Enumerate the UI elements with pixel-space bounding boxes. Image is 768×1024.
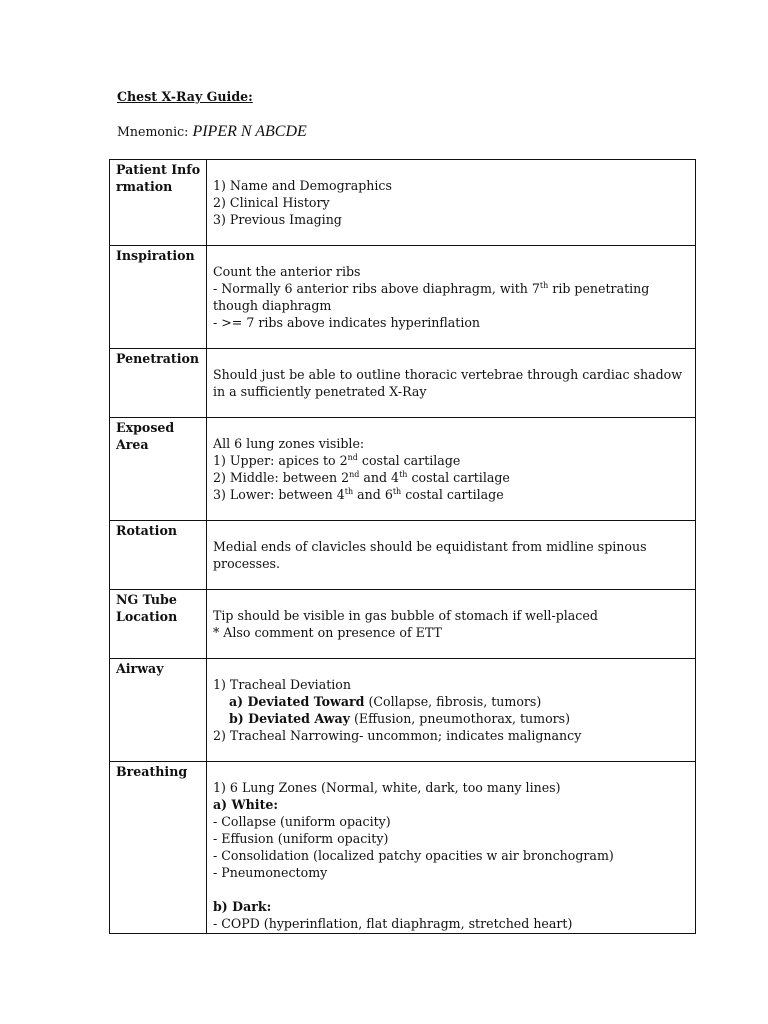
mnemonic	[117, 123, 307, 140]
guide-table	[109, 159, 696, 934]
list-item: Tip should be visible in gas bubble of stomach if well-placed	[213, 608, 598, 623]
list-item: - Pneumonectomy	[213, 865, 328, 880]
list-item: 2) Clinical History	[213, 195, 330, 210]
list-item: * Also comment on presence of ETT	[213, 625, 442, 640]
row-content-ngtube	[207, 590, 696, 659]
list-item: a) White:	[213, 797, 279, 812]
list-item: 1) Name and Demographics	[213, 178, 392, 193]
row-content-rotation	[207, 521, 696, 590]
list-item: - >= 7 ribs above indicates hyperinflation	[213, 315, 481, 330]
row-label-penetration: Penetration	[110, 349, 207, 418]
mnemonic-value: PIPER N ABCDE	[192, 123, 307, 140]
mnemonic-label: Mnemonic:	[117, 124, 189, 139]
table-row	[110, 349, 696, 418]
list-item: 1) 6 Lung Zones (Normal, white, dark, too many lines)	[213, 780, 561, 795]
list-item: 1) Upper: apices to 2nd costal cartilage	[213, 453, 461, 468]
row-content-penetration	[207, 349, 696, 418]
table-row	[110, 521, 696, 590]
table-row	[110, 160, 696, 246]
row-label-rotation: Rotation	[110, 521, 207, 590]
list-item: Count the anterior ribs	[213, 264, 361, 279]
list-item: a) Deviated Toward (Collapse, fibrosis, tumors)	[229, 694, 542, 709]
row-content-breathing	[207, 762, 696, 934]
row-label-breathing: Breathing	[110, 762, 207, 934]
list-item: 2) Middle: between 2nd and 4th costal cartilage	[213, 470, 510, 485]
list-item: - Effusion (uniform opacity)	[213, 831, 389, 846]
list-item: b) Deviated Away (Effusion, pneumothorax, tumors)	[229, 711, 571, 726]
list-item: 3) Previous Imaging	[213, 212, 342, 227]
list-item: All 6 lung zones visible:	[213, 436, 365, 451]
row-label-patient: Patient Information	[110, 160, 207, 246]
list-item: 1) Tracheal Deviation	[213, 677, 351, 692]
table-row	[110, 590, 696, 659]
list-item: - Collapse (uniform opacity)	[213, 814, 391, 829]
table-row	[110, 659, 696, 762]
row-label-ngtube: NG Tube Location	[110, 590, 207, 659]
list-item: 2) Tracheal Narrowing- uncommon; indicates malignancy	[213, 728, 582, 743]
row-label-exposed: Exposed Area	[110, 418, 207, 521]
row-label-inspiration: Inspiration	[110, 246, 207, 349]
list-item: 3) Lower: between 4th and 6th costal cartilage	[213, 487, 504, 502]
list-item: Should just be able to outline thoracic vertebrae through cardiac shadow in a sufficiently penetrated X-Ray	[213, 367, 683, 399]
row-content-exposed	[207, 418, 696, 521]
list-item: - COPD (hyperinflation, flat diaphragm, stretched heart)	[213, 916, 573, 931]
table-row	[110, 418, 696, 521]
list-item: - Consolidation (localized patchy opacities w air bronchogram)	[213, 848, 614, 863]
row-label-airway: Airway	[110, 659, 207, 762]
list-item: b) Dark:	[213, 899, 272, 914]
list-item: Medial ends of clavicles should be equidistant from midline spinous processes.	[213, 539, 647, 571]
table-row	[110, 246, 696, 349]
row-content-patient	[207, 160, 696, 246]
row-content-inspiration	[207, 246, 696, 349]
page-title: Chest X-Ray Guide:	[117, 89, 253, 104]
list-item: - Normally 6 anterior ribs above diaphragm, with 7th rib penetrating though diaphragm	[213, 281, 650, 313]
row-content-airway	[207, 659, 696, 762]
table-row	[110, 762, 696, 934]
